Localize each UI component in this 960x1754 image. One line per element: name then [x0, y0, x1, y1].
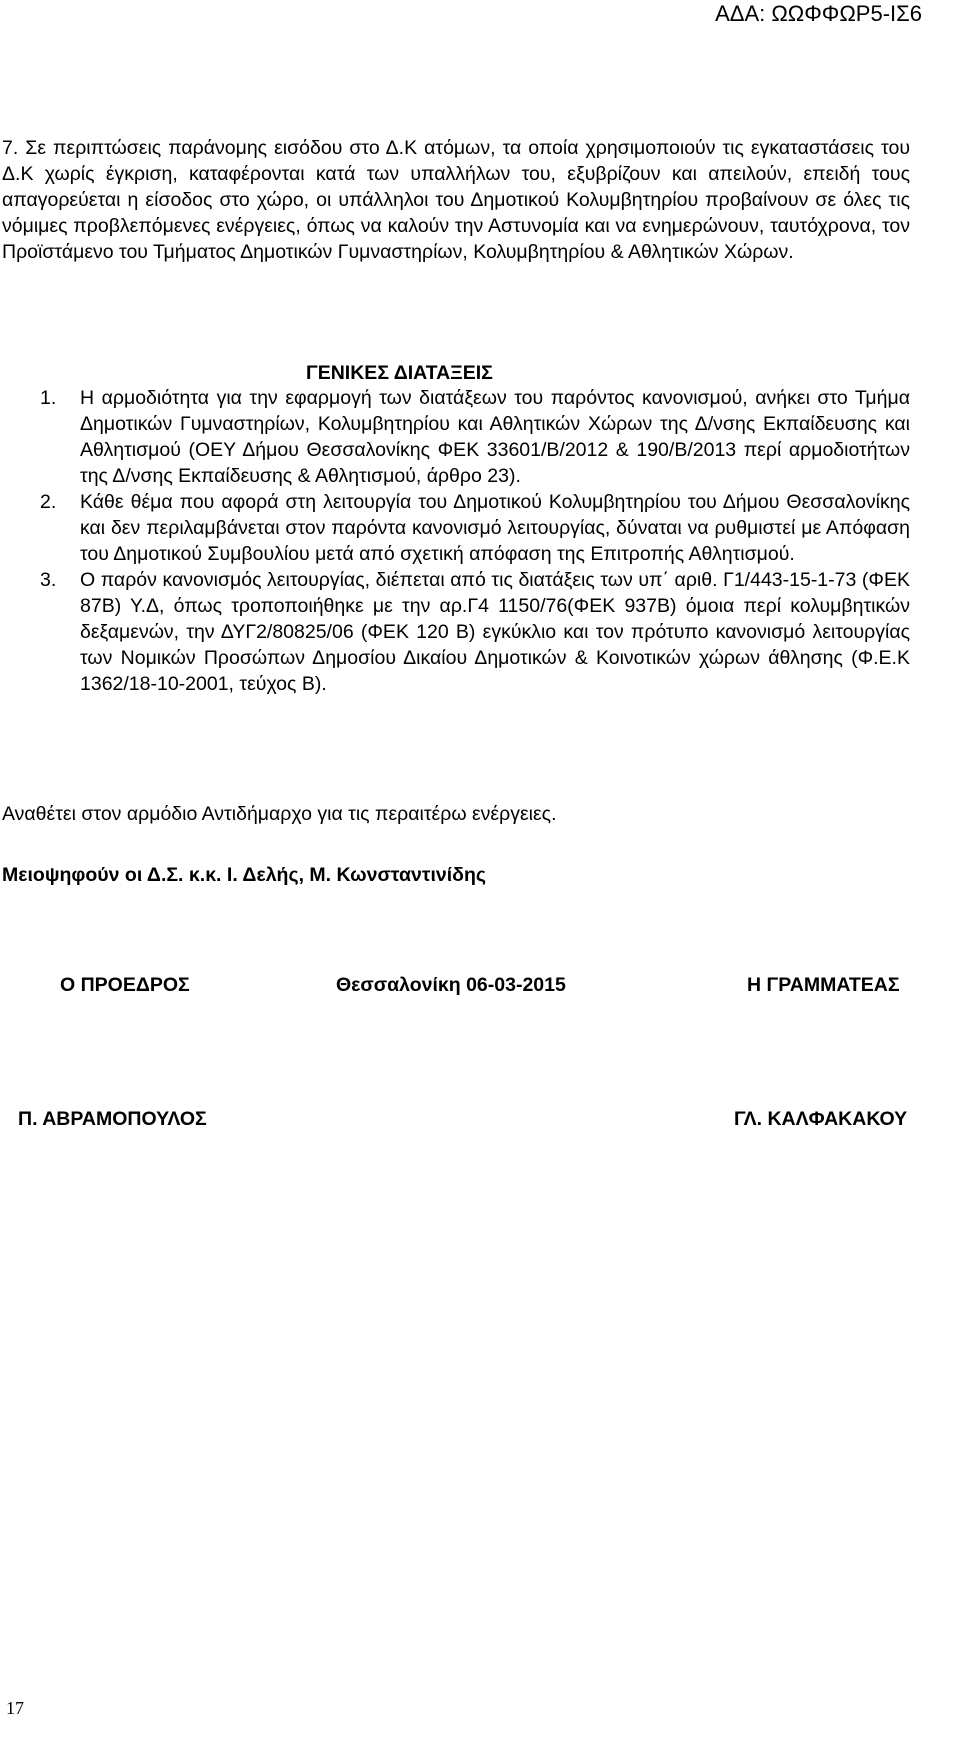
list-item [0, 385, 910, 489]
secretary-title: Η ΓΡΑΜΜΑΤΕΑΣ [747, 974, 900, 996]
list-item-number: 2. [40, 491, 57, 513]
list-item-text: Κάθε θέμα που αφορά στη λειτουργία του Δημοτικού Κολυμβητηρίου του Δήμου Θεσσαλονίκης και δεν περιλαμβάνεται στον παρόντα κανονισμό λειτουργίας, δύναται να ρυθμιστεί με Απόφαση του Δημοτικού Συμβουλίου μετά από σχετική απόφαση της Επιτροπής Αθλητισμού. [80, 491, 910, 565]
general-provisions-heading: ΓΕΝΙΚΕΣ ΔΙΑΤΑΞΕΙΣ [306, 362, 493, 384]
list-item-number: 3. [40, 569, 57, 591]
secretary-name: ΓΛ. ΚΑΛΦΑΚΑΚΟΥ [734, 1108, 908, 1130]
page-number: 17 [6, 1698, 24, 1718]
paragraph-item-7: 7. Σε περιπτώσεις παράνομης εισόδου στο Δ.Κ ατόμων, τα οποία χρησιμοποιούν τις εγκαταστάσεις του Δ.Κ χωρίς έγκριση, καταφέρονται κατά των υπαλλήλων του, εξυβρίζουν και απειλούν, επειδή τους απαγορεύεται η είσοδος στο χώρο, οι υπάλληλοι του Δημοτικού Κολυμβητηρίου προβαίνουν σε όλες τις νόμιμες προβλεπόμενες ενέργειες, όπως να καλούν την Αστυνομία και να ενημερώνουν, ταυτόχρονα, τον Προϊστάμενο του Τμήματος Δημοτικών Γυμναστηρίων, Κολυμβητηρίου & Αθλητικών Χώρων. [2, 137, 910, 263]
minority-vote-text: Μειοψηφούν οι Δ.Σ. κ.κ. Ι. Δελής, Μ. Κωνσταντινίδης [2, 864, 487, 886]
decision-text: Αναθέτει στον αρμόδιο Αντιδήμαρχο για τις περαιτέρω ενέργειες. [2, 803, 557, 825]
list-item-text: Ο παρόν κανονισμός λειτουργίας, διέπεται από τις διατάξεις των υπ΄ αριθ. Γ1/443-15-1-73 (ΦΕΚ 87Β) Υ.Δ, όπως τροποποιήθηκε με την αρ.Γ4 1150/76(ΦΕΚ 937Β) όμοια περί κολυμβητικών δεξαμενών, την ΔΥΓ2/80825/06 (ΦΕΚ 120 Β) εγκύκλιο και τον πρότυπο κανονισμό λειτουργίας των Νομικών Προσώπων Δημοσίου Δικαίου Δημοτικών & Κοινοτικών χώρων άθλησης (Φ.Ε.Κ 1362/18-10-2001, τεύχος Β). [80, 569, 910, 695]
list-item-number: 1. [40, 387, 57, 409]
list-item [0, 567, 910, 697]
president-name: Π. ΑΒΡΑΜΟΠΟΥΛΟΣ [18, 1108, 207, 1130]
general-provisions-list [0, 385, 910, 697]
president-title: Ο ΠΡΟΕΔΡΟΣ [60, 974, 190, 996]
list-item-text: Η αρμοδιότητα για την εφαρμογή των διατάξεων του παρόντος κανονισμού, ανήκει στο Τμήμα Δημοτικών Γυμναστηρίων, Κολυμβητηρίου και Αθλητικών Χώρων της Δ/νσης Εκπαίδευσης και Αθλητισμού (ΟΕΥ Δήμου Θεσσαλονίκης ΦΕΚ 33601/Β/2012 & 190/Β/2013 περί αρμοδιοτήτων της Δ/νσης Εκπαίδευσης & Αθλητισμού, άρθρο 23). [80, 387, 910, 487]
ada-code: ΑΔΑ: ΩΩΦΦΩΡ5-ΙΣ6 [715, 1, 922, 26]
list-item [0, 489, 910, 567]
place-date: Θεσσαλονίκη 06-03-2015 [336, 974, 566, 996]
